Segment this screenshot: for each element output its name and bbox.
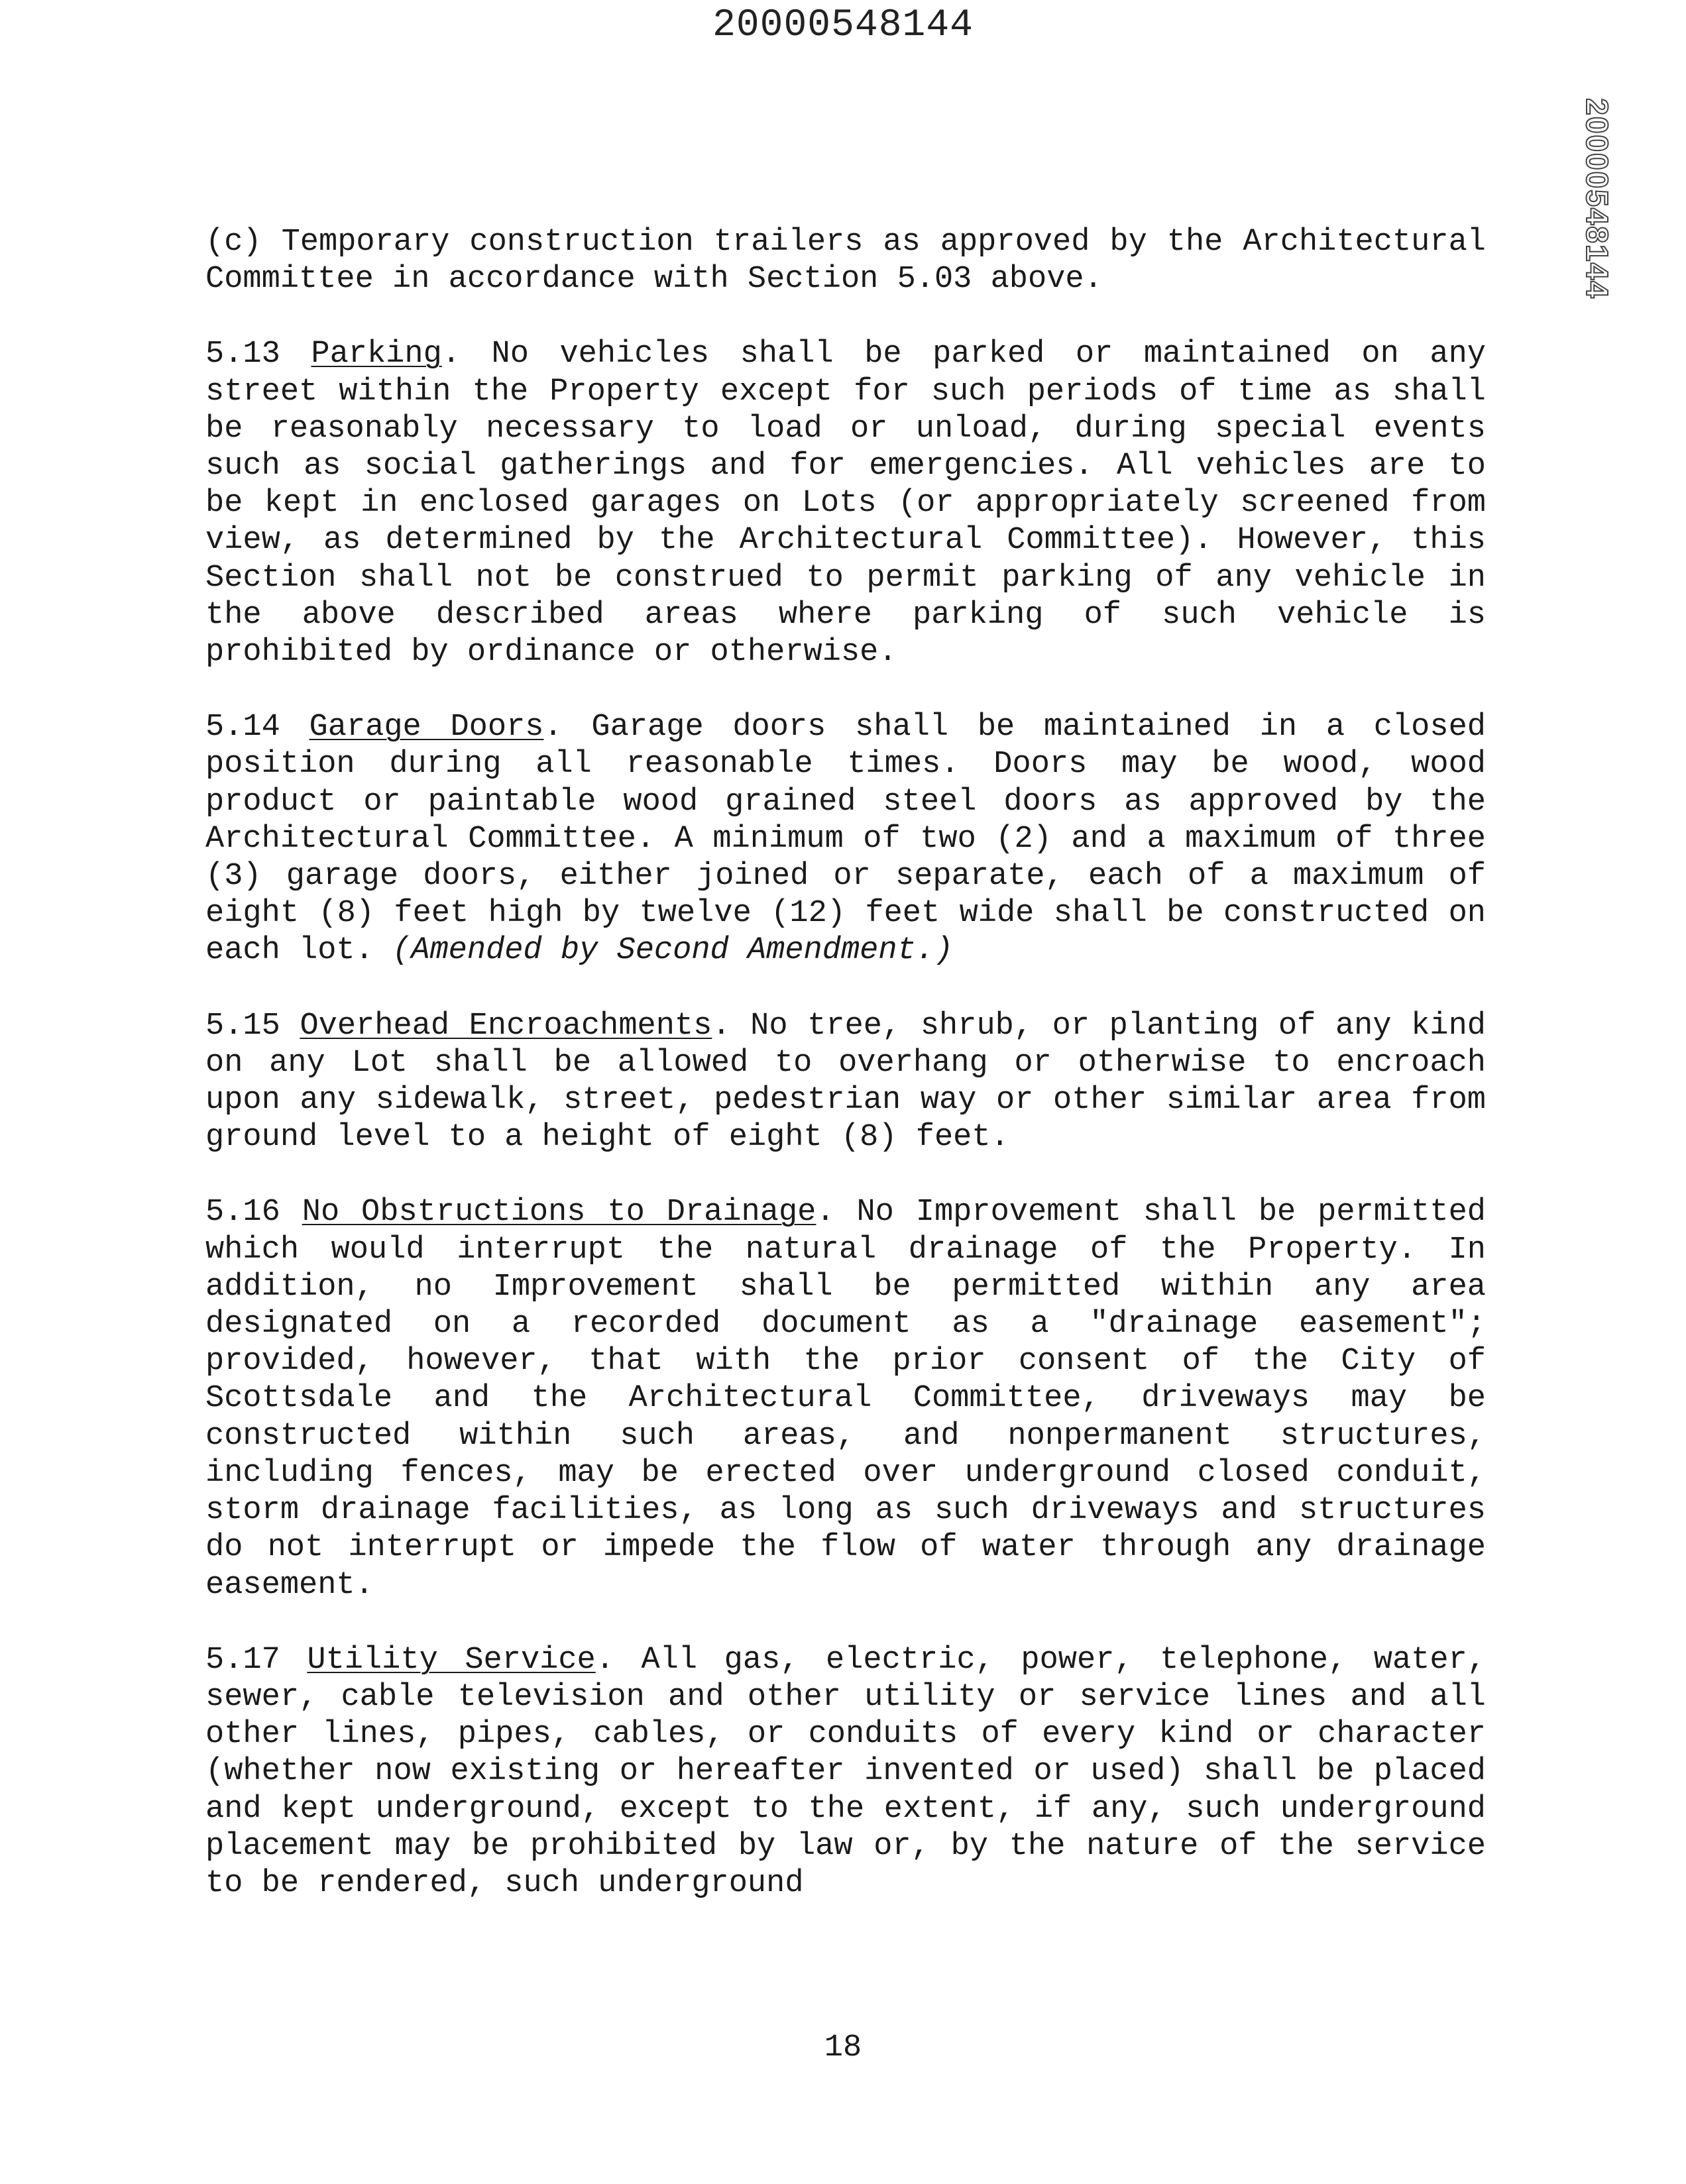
section-5-13-parking <box>205 336 1486 671</box>
section-heading: Utility Service <box>307 1642 596 1678</box>
document-number: 20000548144 <box>712 4 974 47</box>
section-number: 5.17 <box>205 1642 308 1678</box>
section-body: . All gas, electric, power, telephone, water, sewer, cable television and other utility or service lines and all other lines, pipes, cables, or conduits of every kind or character (whether now existing or hereafter invented or used) shall be placed and kept underground, except to the extent, if any, such underground placement may be prohibited by law or, by the nature of the service to be rendered, such underground <box>205 1642 1486 1901</box>
section-number: 5.15 <box>205 1008 300 1044</box>
section-number: 5.13 <box>205 337 311 372</box>
paragraph-c-text: (c) Temporary construction trailers as approved by the Architectural Committee in accordance with Section 5.03 above. <box>205 225 1486 298</box>
section-heading: Garage Doors <box>309 710 544 745</box>
section-5-14-garage-doors <box>205 709 1486 969</box>
page-number: 18 <box>824 2030 862 2065</box>
document-body <box>205 224 1486 1940</box>
section-heading: Overhead Encroachments <box>300 1008 712 1044</box>
section-body: . Garage doors shall be maintained in a closed position during all reasonable times. Doors may be wood, wood product or paintable wood grained steel doors as approved by the Architectural Committee. A minimum of two (2) and a maximum of three (3) garage doors, either joined or separate, each of a maximum of eight (8) feet high by twelve (12) feet wide shall be constructed on each lot. <box>205 710 1486 969</box>
amendment-note: (Amended by Second Amendment.) <box>392 933 954 969</box>
recording-stamp <box>1577 99 1617 298</box>
section-number: 5.16 <box>205 1195 302 1230</box>
section-body: . No Improvement shall be permitted which would interrupt the natural drainage of the Property. In addition, no Improvement shall be permitted within any area designated on a recorded document as a "drainage easement"; provided, however, that with the prior consent of the City of Scottsdale and the Architectural Committee, driveways may be constructed within such areas, and nonpermanent structures, including fences, may be erected over underground closed conduit, storm drainage facilities, as long as such driveways and structures do not interrupt or impede the flow of water through any drainage easement. <box>205 1195 1487 1603</box>
section-5-15-overhead-encroachments <box>205 1008 1486 1157</box>
section-body: . No vehicles shall be parked or maintained on any street within the Property except for such periods of time as shall be reasonably necessary to load or unload, during special events such as social gatherings and for emergencies. All vehicles are to be kept in enclosed garages on Lots (or appropriately screened from view, as determined by the Architectural Committee). However, this Section shall not be construed to permit parking of any vehicle in the above described areas where parking of such vehicle is prohibited by ordinance or otherwise. <box>205 337 1486 671</box>
section-number: 5.14 <box>205 710 309 745</box>
section-body: . No tree, shrub, or planting of any kind on any Lot shall be allowed to overhang or otherwise to encroach upon any sidewalk, street, pedestrian way or other similar area from ground level to a height of eight (8) feet. <box>205 1008 1486 1156</box>
section-heading: No Obstructions to Drainage <box>302 1195 816 1230</box>
section-5-17-utility-service <box>205 1642 1486 1902</box>
recording-stamp-text: 20000548144 <box>1580 98 1614 300</box>
section-heading: Parking <box>311 337 442 372</box>
paragraph-c <box>205 224 1486 298</box>
section-5-16-drainage <box>205 1194 1486 1604</box>
